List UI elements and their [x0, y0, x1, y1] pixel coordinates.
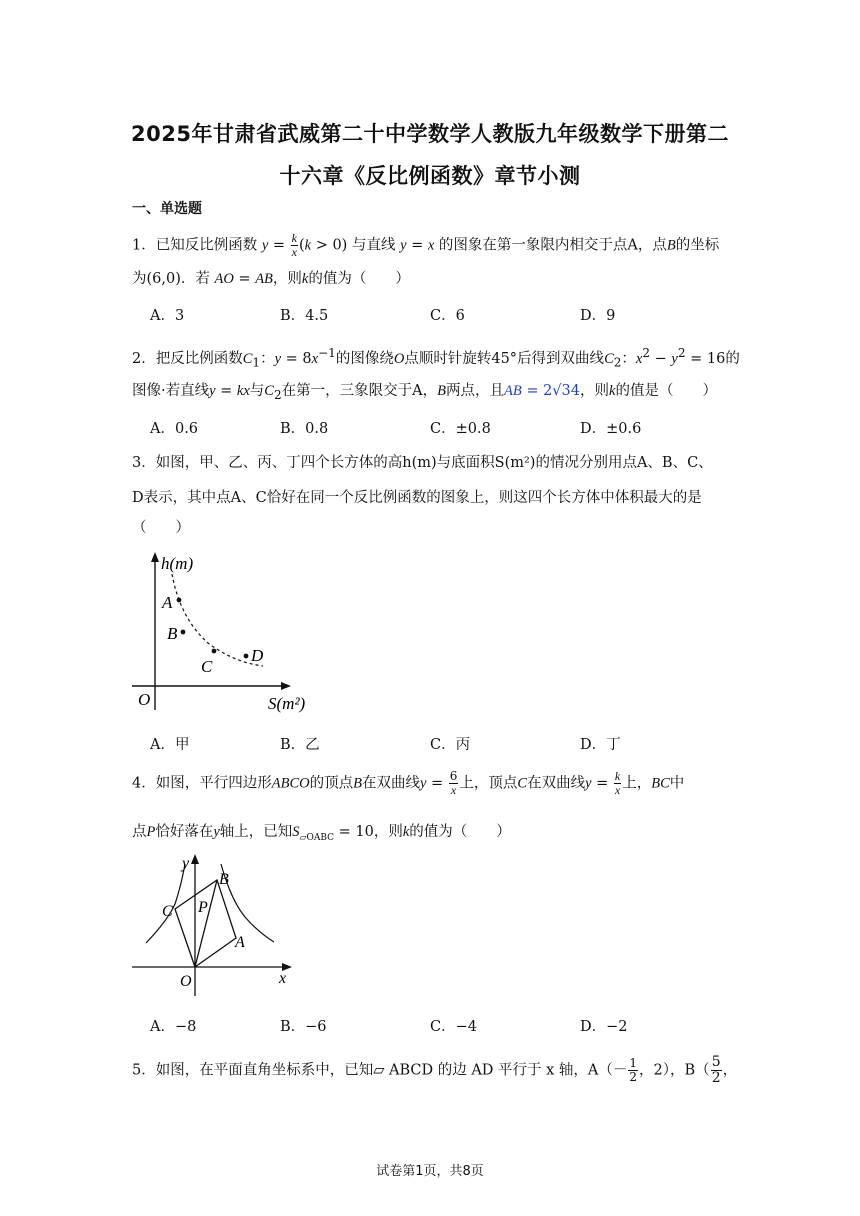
section-heading: 一、单选题	[132, 201, 202, 217]
q4-option-d[interactable]: D．−2	[580, 1019, 628, 1035]
q3-figure	[128, 548, 318, 718]
q3-option-d[interactable]: D．丁	[580, 737, 621, 753]
q3-option-b[interactable]: B．乙	[280, 737, 320, 753]
q3-point-b-label: B	[167, 624, 178, 643]
q2-option-b[interactable]: B．0.8	[280, 421, 329, 437]
q4-figure	[128, 850, 308, 1000]
q4-point-p-label: P	[198, 899, 208, 916]
q3-point-d-label: D	[251, 646, 264, 665]
q4-line-2: 点P恰好落在y轴上，已知$S_{▱OABC} = 10$，则k的值为（ ）	[132, 824, 511, 843]
q4-origin-label: O	[180, 973, 192, 990]
q1-option-d[interactable]: D．9	[580, 308, 616, 324]
q3-line-3: （ ）	[132, 520, 190, 536]
page-footer: 试卷第1页，共8页	[376, 1164, 484, 1179]
q1-option-b[interactable]: B．4.5	[280, 308, 329, 324]
document-title-line-2: 十六章《反比例函数》章节小测	[279, 164, 581, 188]
q4-point-a-label: A	[235, 934, 245, 951]
document-title-line-1: 2025年甘肃省武威第二十中学数学人教版九年级数学下册第二	[131, 122, 729, 146]
q3-s-label: S(m²)	[268, 694, 306, 713]
q4-point-c-label: C	[162, 903, 173, 920]
q1-option-a[interactable]: A．3	[150, 308, 185, 324]
q3-h-label: h(m)	[161, 554, 194, 573]
q2-option-a[interactable]: A．0.6	[150, 421, 199, 437]
q4-line-1: 4．如图，平行四边形ABCO的顶点B在双曲线y = $\frac{6}{x}$ 上，顶点C在双曲线y = $\frac{k}{x}$ 上，BC中	[132, 769, 685, 797]
q4-option-c[interactable]: C．−4	[430, 1019, 477, 1035]
q4-y-axis-label: y	[182, 855, 190, 872]
q4-option-a[interactable]: A．−8	[150, 1019, 197, 1035]
q4-x-axis-label: x	[279, 970, 287, 987]
q2-line-1: 2．把反比例函数$C_1$：$y = 8x^{-1}$的图像绕O点顺时针旋转45°后得到双曲线$C_2$：$x^2 - y^2 = 16$的	[132, 346, 740, 370]
q1-line-2: 为(6,0)．若 AO = AB，则k的值为（ ）	[132, 271, 410, 287]
q5-line-1: 5．如图，在平面直角坐标系中，已知▱ ABCD 的边 AD 平行于 x 轴，A（－ $\frac{1}{2}$ ，2），B（ $\frac{5}{2}$ ，	[132, 1054, 738, 1086]
q4-point-b-label: B	[219, 871, 229, 888]
q1-line-1: 1．已知反比例函数 y = $\frac{k}{x}$ (k > 0) 与直线 y = x 的图象在第一象限内相交于点A，点B的坐标	[132, 231, 720, 259]
q2-option-c[interactable]: C．±0.8	[430, 421, 491, 437]
q3-option-a[interactable]: A．甲	[150, 737, 190, 753]
q2-option-d[interactable]: D．±0.6	[580, 421, 642, 437]
q3-origin-label: O	[138, 690, 151, 709]
q3-line-2: D表示，其中点A、C恰好在同一个反比例函数的图象上，则这四个长方体中体积最大的是	[132, 490, 702, 506]
q3-line-1: 3．如图，甲、乙、丙、丁四个长方体的高h(m)与底面积S(m²)的情况分别用点A、B、C、	[132, 455, 713, 471]
q1-option-c[interactable]: C．6	[430, 308, 465, 324]
q2-line-2: 图像·若直线y = kx与$C_2$在第一，三象限交于A，B两点，且AB = 2√34，则k的值是（ ）	[132, 383, 717, 402]
q3-point-a-label: A	[162, 593, 173, 612]
q3-option-c[interactable]: C．丙	[430, 737, 471, 753]
q3-point-c-label: C	[201, 657, 213, 676]
q4-option-b[interactable]: B．−6	[280, 1019, 327, 1035]
